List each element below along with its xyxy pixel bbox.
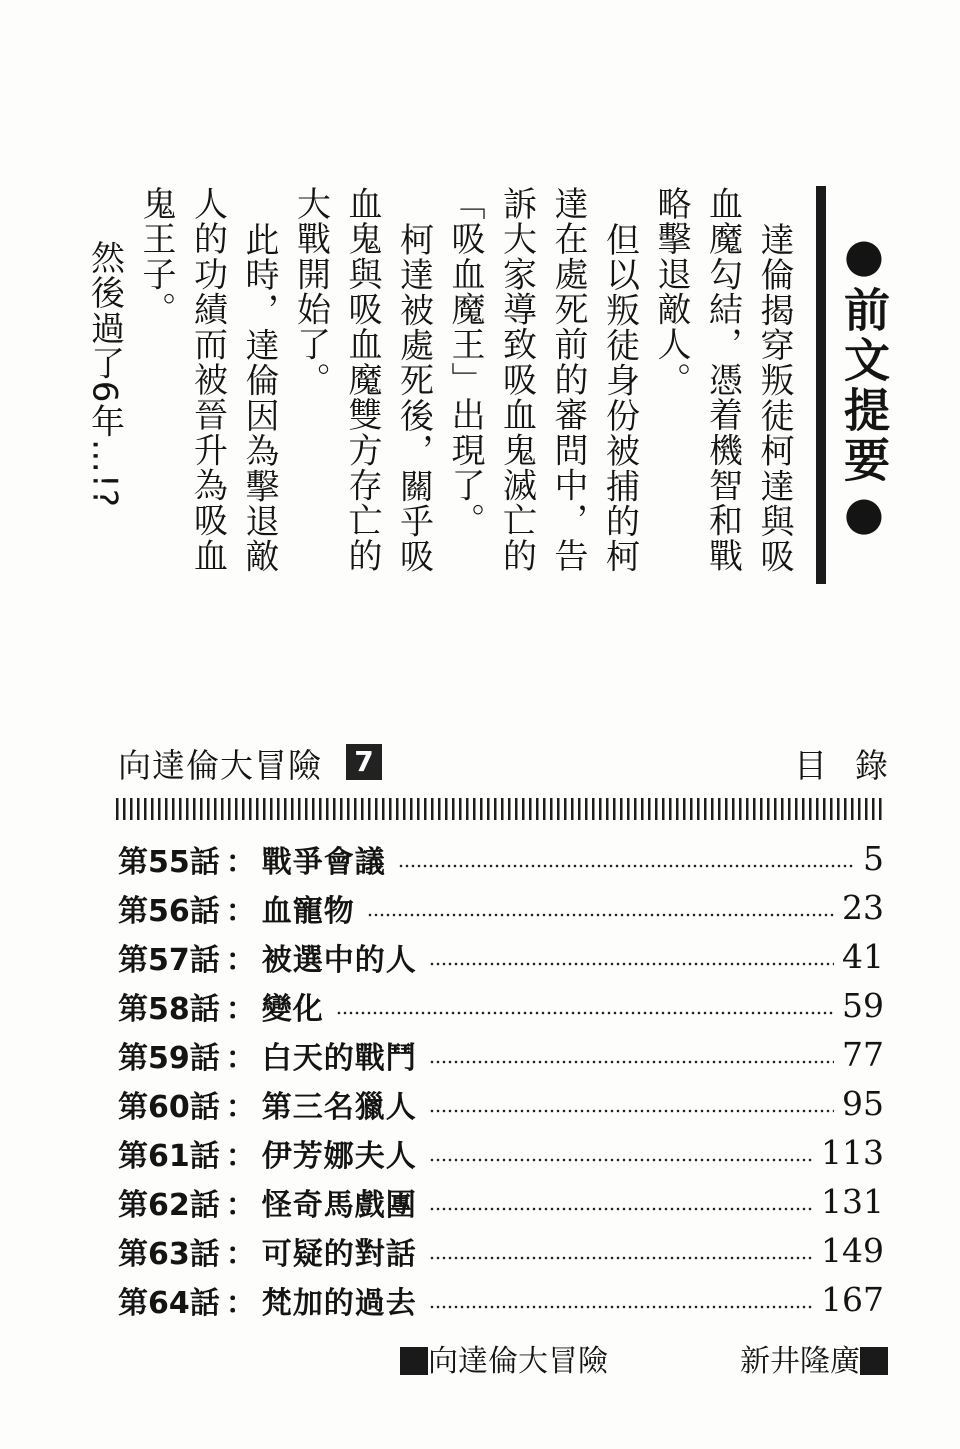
toc-entry[interactable]: 第55話 ： 戰爭會議 5 [118, 834, 884, 883]
toc-entry[interactable]: 第57話 ： 被選中的人 41 [118, 932, 884, 981]
synopsis-line: 「吸血魔王」出現了。 [445, 186, 485, 538]
leader-dots [429, 1207, 813, 1211]
synopsis-title: ●前文提要● [837, 228, 891, 544]
episode-number: 第59話 [118, 1040, 220, 1076]
synopsis-line: 血魔勾結，憑着機智和戰 [702, 186, 743, 574]
leader-dots [429, 1109, 834, 1113]
leader-dots [398, 864, 855, 868]
page-number: 95 [842, 1084, 884, 1123]
leader-dots [367, 913, 834, 917]
episode-number: 第63話 [118, 1236, 220, 1272]
toc-entry[interactable]: 第63話 ： 可疑的對話 149 [118, 1226, 884, 1275]
episode-number: 第64話 [118, 1285, 220, 1321]
page-number: 5 [863, 839, 884, 878]
toc-entry[interactable]: 第60話 ： 第三名獵人 95 [118, 1079, 884, 1128]
leader-dots [429, 1305, 813, 1309]
episode-number: 第60話 [118, 1089, 220, 1125]
leader-dots [336, 1011, 834, 1015]
author-name: 新井隆廣 [740, 1344, 860, 1379]
episode-number: 第56話 [118, 893, 220, 929]
episode-title: 梵加的過去 [261, 1285, 417, 1321]
episode-title: 變化 [261, 991, 324, 1027]
synopsis-rule [816, 186, 826, 584]
leader-dots [429, 1060, 834, 1064]
toc-entry[interactable]: 第62話 ： 怪奇馬戲團 131 [118, 1177, 884, 1226]
episode-number: 第58話 [118, 991, 220, 1027]
contents-label: 目錄 [794, 746, 916, 785]
synopsis-line: 達倫揭穿叛徒柯達與吸 [754, 222, 794, 574]
page-number: 23 [842, 888, 884, 927]
page-number: 167 [821, 1280, 884, 1319]
toc-entry[interactable]: 第56話 ： 血寵物 23 [118, 883, 884, 932]
synopsis-line: 人的功績而被晉升為吸血 [187, 186, 228, 574]
page-number: 59 [842, 986, 884, 1025]
toc-entry[interactable]: 第64話 ： 梵加的過去 167 [118, 1275, 884, 1324]
episode-title: 戰爭會議 [261, 844, 386, 880]
synopsis-line: 然後過了6年…!? [84, 240, 125, 509]
volume-badge: 7 [346, 744, 382, 780]
leader-dots [429, 962, 834, 966]
page-number: 41 [842, 937, 884, 976]
series-name: 向達倫大冒險 [428, 1344, 608, 1379]
contents-list [118, 834, 884, 1324]
episode-title: 怪奇馬戲團 [261, 1187, 417, 1223]
episode-title: 被選中的人 [261, 942, 417, 978]
episode-number: 第55話 [118, 844, 220, 880]
synopsis-line: 大戰開始了。 [290, 186, 331, 398]
synopsis-line: 訴大家導致吸血鬼滅亡的 [496, 186, 537, 574]
toc-entry[interactable]: 第61話 ： 伊芳娜夫人 113 [118, 1128, 884, 1177]
episode-number: 第57話 [118, 942, 220, 978]
square-bullet-icon [400, 1347, 428, 1375]
toc-entry[interactable]: 第58話 ： 變化 59 [118, 981, 884, 1030]
synopsis-body [84, 186, 798, 616]
credit-line [400, 1336, 888, 1380]
book-title: 向達倫大冒險 [118, 746, 322, 785]
leader-dots [429, 1256, 813, 1260]
contents-header [118, 740, 916, 786]
synopsis-line: 柯達被處死後，關乎吸 [393, 222, 434, 574]
synopsis-line: 但以叛徒身份被捕的柯 [599, 222, 640, 574]
synopsis-line: 鬼王子。 [136, 186, 176, 327]
page-number: 131 [821, 1182, 884, 1221]
page-number: 149 [821, 1231, 884, 1270]
synopsis-line: 血鬼與吸血魔雙方存亡的 [342, 186, 382, 574]
tick-divider [116, 798, 886, 820]
episode-title: 第三名獵人 [261, 1089, 417, 1125]
episode-title: 可疑的對話 [261, 1236, 417, 1272]
synopsis-line: 此時，達倫因為擊退敵 [239, 222, 279, 574]
synopsis-line: 略擊退敵人。 [651, 186, 691, 398]
leader-dots [429, 1158, 813, 1162]
square-bullet-icon [860, 1347, 888, 1375]
episode-number: 第61話 [118, 1138, 220, 1174]
episode-number: 第62話 [118, 1187, 220, 1223]
synopsis-line: 達在處死前的審問中，告 [548, 186, 588, 574]
toc-entry[interactable]: 第59話 ： 白天的戰鬥 77 [118, 1030, 884, 1079]
page-number: 77 [842, 1035, 884, 1074]
page-number: 113 [821, 1133, 884, 1172]
episode-title: 伊芳娜夫人 [261, 1138, 417, 1174]
episode-title: 白天的戰鬥 [261, 1040, 417, 1076]
episode-title: 血寵物 [261, 893, 355, 929]
